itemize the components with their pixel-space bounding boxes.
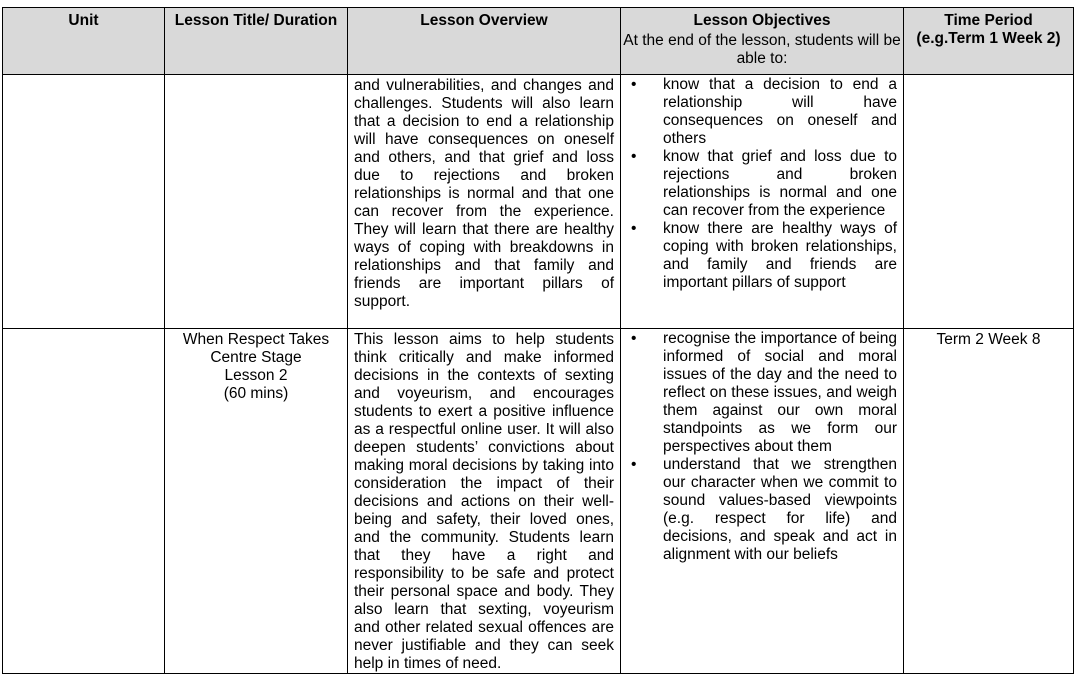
- lesson-title-line: Centre Stage: [210, 349, 302, 366]
- cell-overview: This lesson aims to help students think critically and make informed decisions in the contexts of sexting and voyeurism, and encourages students to exert a positive influence as a respectful online user. It will also deepen students’ convictions about making moral decisions by taking into consideration the impact of their decisions and actions on their well-being and safety, their loved ones, and the community. Students learn that they have a right and responsibility to be safe and protect their personal space and body. They also learn that sexting, voyeurism and other related sexual offences are never justifiable and they can seek help in times of need.: [348, 329, 621, 674]
- cell-time-period: Term 2 Week 8: [904, 329, 1074, 674]
- cell-objectives: [621, 75, 904, 329]
- header-row: [3, 8, 1074, 75]
- cell-unit: [3, 75, 165, 329]
- list-item: • know that grief and loss due to rejections and broken relationships is normal and one can recover from the experience: [621, 148, 897, 220]
- list-item: • understand that we strengthen our character when we commit to sound values-based viewpoints (e.g. respect for life) and decisions, and speak and act in alignment with our beliefs: [621, 456, 897, 564]
- cell-unit: [3, 329, 165, 674]
- list-item: • know there are healthy ways of coping with broken relationships, and family and friends are important pillars of support: [621, 220, 897, 292]
- header-time-period: Time Period (e.g.Term 1 Week 2): [904, 8, 1074, 75]
- objectives-list: [621, 75, 903, 292]
- lesson-number: Lesson 2: [224, 367, 288, 384]
- list-item: • recognise the importance of being informed of social and moral issues of the day and the need to reflect on these issues, and weigh them against our own moral standpoints as we form our perspectives about them: [621, 330, 897, 456]
- header-lesson-objectives-sub: At the end of the lesson, students will be able to:: [623, 32, 901, 67]
- lesson-title-line: When Respect Takes: [182, 331, 330, 348]
- header-lesson-objectives: Lesson Objectives At the end of the lesson, students will be able to:: [621, 8, 904, 75]
- table-row: [3, 329, 1074, 674]
- cell-lesson-title: [165, 329, 348, 674]
- cell-objectives: [621, 329, 904, 674]
- header-time-period-sub: (e.g.Term 1 Week 2): [916, 30, 1061, 47]
- list-item: • know that a decision to end a relationship will have consequences on oneself and others: [621, 76, 897, 148]
- lesson-duration: (60 mins): [223, 385, 289, 402]
- lesson-plan-table: [2, 7, 1074, 674]
- table-row: [3, 75, 1074, 329]
- cell-time-period: [904, 75, 1074, 329]
- cell-overview: and vulnerabilities, and changes and challenges. Students will also learn that a decision to end a relationship will have consequences on oneself and others, and that grief and loss due to rejections and broken relationships is normal and that one can recover from the experience. They will learn that there are healthy ways of coping with breakdowns in relationships and that family and friends are important pillars of support.: [348, 75, 621, 329]
- header-lesson-title: Lesson Title/ Duration: [165, 8, 348, 75]
- cell-lesson-title: [165, 75, 348, 329]
- header-lesson-overview: Lesson Overview: [348, 8, 621, 75]
- header-unit: Unit: [3, 8, 165, 75]
- objectives-list: [621, 329, 903, 564]
